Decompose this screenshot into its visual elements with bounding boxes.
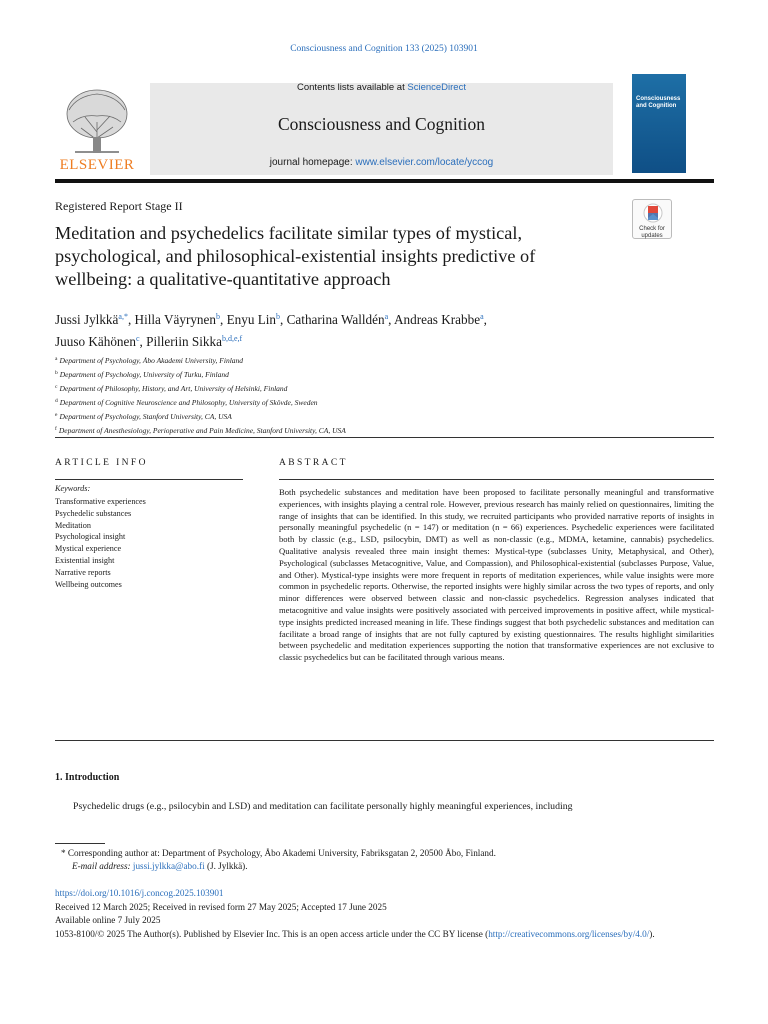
keywords-label: Keywords: — [55, 484, 91, 493]
affiliation-mark: c — [55, 384, 58, 390]
author-name[interactable]: Juuso Kähönen — [55, 334, 136, 349]
email-line — [55, 860, 715, 873]
author-affiliation-mark[interactable]: c — [135, 334, 140, 343]
affiliation-list — [55, 353, 715, 437]
keyword: Meditation — [55, 520, 91, 530]
license-link[interactable]: http://creativecommons.org/licenses/by/4.0/ — [488, 929, 650, 939]
affiliation-item — [55, 367, 715, 381]
keyword: Psychological insight — [55, 532, 126, 542]
author-name[interactable]: Catharina Walldén — [286, 312, 385, 327]
journal-homepage-line — [150, 157, 613, 168]
introduction-first-line: Psychedelic drugs (e.g., psilocybin and LSD) and meditation can facilitate personally highly meaningful experiences, including — [73, 801, 573, 812]
footnote-divider — [55, 843, 105, 844]
journal-citation[interactable]: Consciousness and Cognition 133 (2025) 103901 — [290, 44, 478, 54]
header-divider — [55, 179, 714, 183]
doi-url[interactable]: https://doi.org/10.1016/j.concog.2025.103901 — [55, 888, 224, 898]
received-dates: Received 12 March 2025; Received in revised form 27 May 2025; Accepted 17 June 2025 — [55, 902, 387, 912]
affiliation-text: Department of Psychology, Stanford University, CA, USA — [59, 412, 232, 421]
article-type: Registered Report Stage II — [55, 199, 183, 213]
keyword: Narrative reports — [55, 567, 111, 577]
affiliation-item — [55, 353, 715, 367]
affiliation-text: Department of Psychology, University of Turku, Finland — [59, 370, 229, 379]
keyword: Mystical experience — [55, 544, 122, 554]
affiliation-mark: d — [55, 398, 58, 404]
contents-prefix: Contents lists available at — [297, 82, 408, 93]
sciencedirect-link[interactable]: ScienceDirect — [407, 82, 466, 93]
email-link[interactable]: jussi.jylkka@abo.fi — [132, 861, 205, 871]
article-title: Meditation and psychedelics facilitate similar types of mystical, psychological, and philosophical-existential insights predictive of wellbeing: a qualitative-quantitative approach — [55, 223, 536, 289]
crossmark-icon — [633, 200, 673, 226]
keyword: Transformative experiences — [55, 497, 146, 506]
license-prefix: 1053-8100/© 2025 The Author(s). Published by Elsevier Inc. This is an open access article under the CC BY license ( — [55, 929, 489, 939]
affiliation-mark: a — [55, 356, 58, 362]
license-suffix: ). — [649, 929, 655, 939]
author-affiliation-mark[interactable]: a,* — [118, 312, 128, 321]
author-affiliation-mark[interactable]: a — [384, 312, 389, 321]
journal-homepage-link[interactable]: www.elsevier.com/locate/yccog — [355, 157, 494, 168]
keyword: Existential insight — [55, 555, 115, 565]
available-online-date: Available online 7 July 2025 — [55, 915, 161, 925]
journal-title: Consciousness and Cognition — [277, 114, 486, 134]
author-name[interactable]: Jussi Jylkkä — [55, 312, 119, 327]
author-name[interactable]: Hilla Väyrynen — [134, 312, 216, 327]
check-for-updates-label: Check for updates — [639, 226, 665, 239]
doi-link — [55, 887, 715, 899]
author-list: Jussi Jylkkä$^{a,*}$, Hilla Väyrynen$^b$, Enyu Lin$^b$, Catharina Walldén$^a$, Andreas Krabbe$^a$, Juuso Kähönen$^c$, Pilleriin Sikka$^{b,d,e,f}$ — [55, 312, 487, 349]
abstract-divider — [279, 479, 714, 480]
affiliation-mark: e — [55, 412, 58, 418]
email-suffix: (J. Jylkkä). — [204, 861, 248, 871]
abstract-heading: ABSTRACT — [279, 458, 348, 468]
license-statement — [55, 928, 715, 940]
affiliation-item — [55, 381, 715, 395]
affiliation-text: Department of Psychology, Åbo Akademi University, Finland — [59, 356, 244, 365]
corresponding-author-note: * Corresponding author at: Department of Psychology, Åbo Akademi University, Fabriksgatan 2, 20500 Åbo, Finland. — [61, 848, 496, 858]
author-affiliation-mark[interactable]: b — [215, 312, 220, 321]
author-name[interactable]: Pilleriin Sikka — [146, 334, 222, 349]
keywords-list — [55, 496, 146, 590]
contents-line — [150, 82, 613, 93]
cover-title: Consciousness and Cognition — [636, 96, 681, 109]
affiliations-divider — [55, 437, 714, 438]
elsevier-wordmark: ELSEVIER — [59, 157, 135, 173]
affiliation-item — [55, 423, 715, 437]
article-info-heading: ARTICLE INFO — [55, 458, 148, 468]
keyword: Wellbeing outcomes — [55, 579, 122, 589]
introduction-heading: 1. Introduction — [55, 772, 120, 783]
affiliation-text: Department of Philosophy, History, and Art, University of Helsinki, Finland — [59, 384, 288, 393]
abstract-end-divider — [55, 740, 714, 741]
affiliation-text: Department of Cognitive Neuroscience and Philosophy, University of Skövde, Sweden — [59, 398, 318, 407]
affiliation-item — [55, 395, 715, 409]
author-name[interactable]: Andreas Krabbe — [394, 312, 481, 327]
affiliation-text: Department of Anesthesiology, Perioperative and Pain Medicine, Stanford University, CA, USA — [58, 426, 346, 435]
email-label: E-mail address: — [72, 861, 133, 871]
journal-cover-thumbnail[interactable] — [632, 74, 686, 173]
affiliation-mark: f — [55, 426, 57, 432]
affiliation-item — [55, 409, 715, 423]
affiliation-mark: b — [55, 370, 58, 376]
author-affiliation-mark[interactable]: b,d,e,f — [221, 334, 243, 343]
homepage-prefix: journal homepage: — [269, 157, 356, 168]
author-affiliation-mark[interactable]: b — [276, 312, 281, 321]
author-name[interactable]: Enyu Lin — [226, 312, 277, 327]
article-info-divider — [55, 479, 243, 480]
keyword: Psychedelic substances — [55, 508, 132, 518]
abstract-text: Both psychedelic substances and meditation have been proposed to facilitate personally meaningful and transformative experiences, with insights playing a central role. However, previous research has mainly relied on questionnaires, limiting the range of insights that can be identified. In this study, we recruited participants who provided narrative reports of insights in personally meaningful psychedelic (n = 147) or meditation (n = 66) experiences. Psychedelic experiences were facilitated both by classic (e.g., LSD, psilocybin, DMT) as well as non-classic (e.g., MDMA, ketamine, cannabis) psychedelics. Qualitative analysis revealed three main insight themes: Mystical-type (subclasses Unity, Metaphysical, and Other), Psychological (subclasses Metacognitive, Value, and Compassion), and Philosophical-existential (subclasses Purpose, Value, and Other). Mystical-type insights were more frequent in reports of meditation experiences, while value insights were more common in psychedelic reports. Otherwise, the reported insights were highly similar across the two types of reports, and only minor differences were observed between classic and non-classic psychedelics. Regression analyses indicated that metacognitive and value insights were positively associated with perceived improvements in positive affect, while mystical-type insights predicted increased meaning in life. These findings suggest that both psychedelic substances and meditation can facilitate a broad range of insights that are not fully captured by existing questionnaires. The results highlight similarities between psychedelic and meditation experiences supporting the notion that transformative experiences are not exclusive to classic psychedelics but can be facilitated through various means. — [279, 487, 714, 663]
author-affiliation-mark[interactable]: a — [480, 312, 484, 321]
